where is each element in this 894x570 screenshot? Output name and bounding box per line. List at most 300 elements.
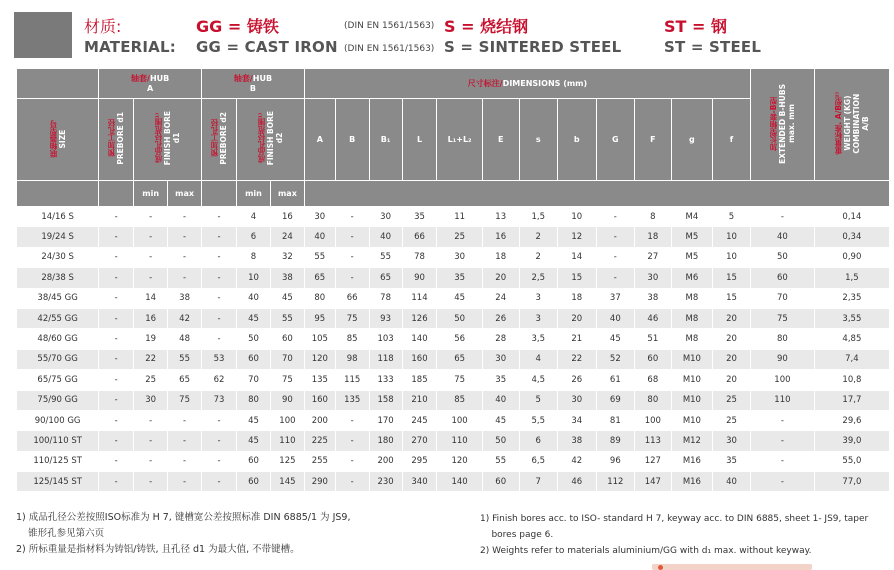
table-cell: 30 <box>369 207 402 227</box>
footnote-cn-1b: 锥形孔参见第六页 <box>16 528 105 539</box>
table-cell: 38 <box>634 288 671 308</box>
table-row <box>17 349 890 369</box>
table-cell: 8 <box>237 247 271 267</box>
table-cell: 10,8 <box>814 370 889 390</box>
unit-row-blank <box>202 181 237 207</box>
table-cell: 12 <box>557 227 596 247</box>
table-row <box>17 472 890 492</box>
table-cell: - <box>202 227 237 247</box>
table-cell: 80 <box>237 390 271 410</box>
table-cell: 225 <box>304 431 335 451</box>
table-cell: - <box>335 472 369 492</box>
table-cell: 180 <box>369 431 402 451</box>
table-cell: 30 <box>134 390 168 410</box>
table-cell: 69 <box>596 390 634 410</box>
table-cell: 118 <box>369 349 402 369</box>
footnote-cn-1: 1) 成品孔径公差按照ISO标准为 H 7, 键槽宽公差按照标准 DIN 6885/1 为 JS9, <box>16 512 351 523</box>
table-cell: 85 <box>437 390 482 410</box>
table-cell: M10 <box>671 410 712 430</box>
table-cell: 45 <box>596 329 634 349</box>
table-cell: - <box>202 431 237 451</box>
table-cell: 90 <box>751 349 815 369</box>
table-cell: 160 <box>402 349 437 369</box>
size-cell: 38/45 GG <box>17 288 99 308</box>
table-cell: 5 <box>519 390 557 410</box>
table-cell: 25 <box>712 390 750 410</box>
size-cell: 28/38 S <box>17 268 99 288</box>
table-cell: 100 <box>751 370 815 390</box>
table-cell: 80 <box>634 390 671 410</box>
footnote-cn-2: 2) 所标重量是指材料为铸铝/铸铁, 且孔径 d1 为最大值, 不带键槽。 <box>16 544 300 555</box>
table-cell: 340 <box>402 472 437 492</box>
table-cell: - <box>751 207 815 227</box>
table-cell: - <box>596 227 634 247</box>
table-cell: 14 <box>557 247 596 267</box>
size-cell: 110/125 ST <box>17 451 99 471</box>
table-cell: - <box>168 247 202 267</box>
table-cell: 40 <box>712 472 750 492</box>
table-cell: 120 <box>304 349 335 369</box>
table-cell: 89 <box>596 431 634 451</box>
table-cell: 245 <box>402 410 437 430</box>
table-cell: 10 <box>557 207 596 227</box>
table-cell: 80 <box>304 288 335 308</box>
table-cell: 18 <box>557 288 596 308</box>
table-cell: 1,5 <box>814 268 889 288</box>
table-cell: 200 <box>304 410 335 430</box>
table-row <box>17 451 890 471</box>
table-cell: 11 <box>437 207 482 227</box>
table-cell: - <box>168 472 202 492</box>
table-cell: 160 <box>304 390 335 410</box>
dimensions-header: 尺寸标注/DIMENSIONS (mm) <box>304 69 750 99</box>
table-cell: 37 <box>596 288 634 308</box>
table-cell: 24 <box>482 288 519 308</box>
table-cell: 200 <box>369 451 402 471</box>
table-cell: 19 <box>134 329 168 349</box>
table-cell: - <box>134 268 168 288</box>
table-cell: M10 <box>671 390 712 410</box>
table-cell: 60 <box>634 349 671 369</box>
table-cell: 18 <box>482 247 519 267</box>
table-cell: 45 <box>237 308 271 328</box>
table-cell: 25 <box>437 227 482 247</box>
table-cell: 22 <box>134 349 168 369</box>
table-cell: 60 <box>237 472 271 492</box>
table-cell: 42 <box>557 451 596 471</box>
table-cell: 17,7 <box>814 390 889 410</box>
dim-col-header: B₁ <box>369 99 402 181</box>
table-cell: - <box>134 451 168 471</box>
table-cell: M4 <box>671 207 712 227</box>
table-cell: 135 <box>304 370 335 390</box>
table-cell: 4,85 <box>814 329 889 349</box>
table-cell: 30 <box>634 268 671 288</box>
dim-col-header: g <box>671 99 712 181</box>
table-cell: 145 <box>270 472 304 492</box>
table-cell: 158 <box>369 390 402 410</box>
table-row <box>17 431 890 451</box>
table-cell: 24 <box>270 227 304 247</box>
hub-a-header: 轴套/HUB A <box>99 69 202 99</box>
table-cell: 210 <box>402 390 437 410</box>
table-cell: 16 <box>270 207 304 227</box>
table-cell: 1,5 <box>519 207 557 227</box>
table-cell: 55 <box>304 247 335 267</box>
hub-b-header: 轴套/HUB B <box>202 69 305 99</box>
table-cell: 46 <box>557 472 596 492</box>
table-cell: 22 <box>557 349 596 369</box>
table-cell: - <box>202 207 237 227</box>
table-cell: 65 <box>304 268 335 288</box>
prebore-d1-header: 预加工孔径 PREBORE d1 <box>99 99 134 181</box>
spec-table-body <box>17 207 890 492</box>
table-cell: 295 <box>402 451 437 471</box>
table-cell: - <box>168 410 202 430</box>
table-cell: M10 <box>671 370 712 390</box>
coupling-spec-table <box>16 68 890 492</box>
dim-col-header: B <box>335 99 369 181</box>
table-cell: - <box>335 207 369 227</box>
table-cell: 7 <box>519 472 557 492</box>
table-cell: - <box>202 329 237 349</box>
table-cell: M5 <box>671 247 712 267</box>
dim-col-header: L <box>402 99 437 181</box>
table-cell: 38 <box>270 268 304 288</box>
dim-col-header: G <box>596 99 634 181</box>
table-cell: 60 <box>270 329 304 349</box>
table-cell: 3 <box>519 288 557 308</box>
table-cell: 2,5 <box>519 268 557 288</box>
table-cell: 98 <box>335 349 369 369</box>
table-cell: 65 <box>437 349 482 369</box>
size-cell: 19/24 S <box>17 227 99 247</box>
table-cell: 100 <box>437 410 482 430</box>
table-cell: 90 <box>270 390 304 410</box>
table-cell: 30 <box>482 349 519 369</box>
table-cell: M6 <box>671 268 712 288</box>
table-cell: 100 <box>634 410 671 430</box>
table-cell: 85 <box>335 329 369 349</box>
table-cell: 75 <box>270 370 304 390</box>
size-cell: 75/90 GG <box>17 390 99 410</box>
table-cell: - <box>335 268 369 288</box>
din-standard-1: (DIN EN 1561/1563) <box>344 21 435 31</box>
table-cell: 103 <box>369 329 402 349</box>
table-cell: 70 <box>270 349 304 369</box>
table-cell: M8 <box>671 308 712 328</box>
table-cell: 46 <box>634 308 671 328</box>
table-cell: 65 <box>168 370 202 390</box>
table-cell: 140 <box>437 472 482 492</box>
table-cell: 185 <box>402 370 437 390</box>
table-row <box>17 370 890 390</box>
table-cell: - <box>168 268 202 288</box>
table-cell: 230 <box>369 472 402 492</box>
size-cell: 48/60 GG <box>17 329 99 349</box>
table-cell: - <box>335 431 369 451</box>
table-cell: - <box>168 451 202 471</box>
size-cell: 24/30 S <box>17 247 99 267</box>
table-cell: 60 <box>482 472 519 492</box>
table-cell: 25 <box>712 410 750 430</box>
table-cell: 75 <box>168 390 202 410</box>
table-row <box>17 268 890 288</box>
table-cell: 55 <box>270 308 304 328</box>
table-cell: - <box>202 451 237 471</box>
table-cell: 35 <box>712 451 750 471</box>
table-cell: - <box>99 329 134 349</box>
size-header-top <box>17 69 99 99</box>
table-cell: - <box>134 431 168 451</box>
table-cell: 60 <box>237 451 271 471</box>
table-cell: 40 <box>304 227 335 247</box>
table-cell: 50 <box>482 431 519 451</box>
table-cell: 53 <box>202 349 237 369</box>
table-cell: 110 <box>751 390 815 410</box>
table-cell: 15 <box>712 288 750 308</box>
max-label: max <box>168 181 202 207</box>
table-cell: 25 <box>134 370 168 390</box>
table-cell: 20 <box>482 268 519 288</box>
table-cell: 135 <box>335 390 369 410</box>
table-cell: 75 <box>335 308 369 328</box>
table-cell: 0,90 <box>814 247 889 267</box>
table-cell: - <box>99 390 134 410</box>
footnotes-en <box>480 511 868 559</box>
table-cell: 96 <box>596 451 634 471</box>
table-cell: - <box>335 227 369 247</box>
size-cell: 42/55 GG <box>17 308 99 328</box>
table-cell: 16 <box>134 308 168 328</box>
table-cell: 35 <box>402 207 437 227</box>
table-cell: 27 <box>634 247 671 267</box>
table-cell: 16 <box>482 227 519 247</box>
table-cell: 14 <box>134 288 168 308</box>
dim-col-header: F <box>634 99 671 181</box>
table-cell: 93 <box>369 308 402 328</box>
dim-col-header: L₁+L₂ <box>437 99 482 181</box>
unit-row-blank <box>17 181 99 207</box>
table-row <box>17 410 890 430</box>
table-cell: 170 <box>369 410 402 430</box>
table-cell: - <box>134 410 168 430</box>
table-cell: - <box>99 370 134 390</box>
table-cell: - <box>335 451 369 471</box>
table-cell: 39,0 <box>814 431 889 451</box>
table-cell: 6,5 <box>519 451 557 471</box>
table-cell: 40 <box>751 227 815 247</box>
table-cell: 2 <box>519 247 557 267</box>
material-gg-en: GG = CAST IRON <box>196 38 338 56</box>
table-cell: 110 <box>270 431 304 451</box>
table-row <box>17 288 890 308</box>
table-cell: 10 <box>712 247 750 267</box>
table-cell: 7,4 <box>814 349 889 369</box>
table-cell: 3,5 <box>519 329 557 349</box>
extended-hubs-header: 加长型轴套-B型 EXTENDED B-HUBS max. mm <box>751 69 815 181</box>
table-cell: 28 <box>482 329 519 349</box>
table-cell: 45 <box>482 410 519 430</box>
table-cell: 2 <box>519 227 557 247</box>
table-cell: 55 <box>482 451 519 471</box>
table-cell: - <box>168 207 202 227</box>
table-cell: 90 <box>402 268 437 288</box>
table-cell: 66 <box>335 288 369 308</box>
table-cell: 147 <box>634 472 671 492</box>
table-cell: - <box>202 288 237 308</box>
table-cell: 51 <box>634 329 671 349</box>
table-cell: - <box>168 227 202 247</box>
table-cell: - <box>751 451 815 471</box>
table-cell: 255 <box>304 451 335 471</box>
table-cell: 0,14 <box>814 207 889 227</box>
material-gg-cn: GG = 铸铁 <box>196 17 279 36</box>
table-cell: - <box>202 247 237 267</box>
table-cell: - <box>99 207 134 227</box>
table-cell: - <box>202 308 237 328</box>
table-cell: 38 <box>168 288 202 308</box>
table-cell: 105 <box>304 329 335 349</box>
table-cell: - <box>99 349 134 369</box>
max-label: max <box>270 181 304 207</box>
table-cell: - <box>202 410 237 430</box>
table-cell: 50 <box>437 308 482 328</box>
table-cell: 60 <box>751 268 815 288</box>
table-cell: 55,0 <box>814 451 889 471</box>
table-cell: 45 <box>270 288 304 308</box>
material-label-en: MATERIAL: <box>84 38 176 56</box>
table-cell: 34 <box>557 410 596 430</box>
material-color-swatch <box>14 12 72 58</box>
table-row <box>17 329 890 349</box>
table-cell: 125 <box>270 451 304 471</box>
table-cell: 4 <box>237 207 271 227</box>
table-row <box>17 390 890 410</box>
table-cell: M12 <box>671 431 712 451</box>
table-cell: 115 <box>335 370 369 390</box>
table-cell: 80 <box>751 329 815 349</box>
table-row <box>17 207 890 227</box>
size-cell: 65/75 GG <box>17 370 99 390</box>
table-cell: - <box>99 227 134 247</box>
table-cell: 15 <box>557 268 596 288</box>
table-cell: 40 <box>369 227 402 247</box>
table-cell: 32 <box>270 247 304 267</box>
table-cell: - <box>99 410 134 430</box>
table-cell: 60 <box>237 349 271 369</box>
table-cell: 114 <box>402 288 437 308</box>
prebore-d2-header: 预加工孔径 PREBORE d2 <box>202 99 237 181</box>
table-cell: 78 <box>402 247 437 267</box>
table-cell: - <box>99 308 134 328</box>
table-cell: - <box>202 472 237 492</box>
table-cell: 30 <box>557 390 596 410</box>
table-cell: 2,35 <box>814 288 889 308</box>
table-cell: 65 <box>369 268 402 288</box>
table-cell: 270 <box>402 431 437 451</box>
table-cell: 48 <box>168 329 202 349</box>
table-cell: 66 <box>402 227 437 247</box>
table-cell: 62 <box>202 370 237 390</box>
table-cell: 68 <box>634 370 671 390</box>
table-cell: - <box>134 247 168 267</box>
size-header: 联轴器型号 SIZE <box>17 99 99 181</box>
table-cell: 56 <box>437 329 482 349</box>
table-cell: 50 <box>237 329 271 349</box>
table-cell: - <box>99 288 134 308</box>
table-cell: 30 <box>712 431 750 451</box>
table-cell: - <box>596 268 634 288</box>
table-cell: - <box>99 472 134 492</box>
table-cell: 20 <box>712 370 750 390</box>
table-cell: 10 <box>237 268 271 288</box>
table-cell: 26 <box>482 308 519 328</box>
table-cell: 290 <box>304 472 335 492</box>
table-cell: - <box>596 207 634 227</box>
table-cell: 18 <box>634 227 671 247</box>
table-cell: 26 <box>557 370 596 390</box>
table-cell: 35 <box>482 370 519 390</box>
table-cell: 20 <box>712 349 750 369</box>
table-cell: 6 <box>519 431 557 451</box>
table-cell: - <box>335 410 369 430</box>
dim-col-header: E <box>482 99 519 181</box>
table-cell: 15 <box>712 268 750 288</box>
table-cell: 42 <box>168 308 202 328</box>
material-label-cn: 材质: <box>84 17 122 36</box>
table-cell: 110 <box>437 431 482 451</box>
table-cell: 20 <box>712 329 750 349</box>
dim-col-header: A <box>304 99 335 181</box>
table-cell: M8 <box>671 329 712 349</box>
table-cell: 40 <box>237 288 271 308</box>
table-cell: 81 <box>596 410 634 430</box>
table-cell: 21 <box>557 329 596 349</box>
table-row <box>17 308 890 328</box>
table-cell: 4,5 <box>519 370 557 390</box>
brand-logo-strip <box>652 564 812 570</box>
table-cell: 133 <box>369 370 402 390</box>
table-cell: 70 <box>237 370 271 390</box>
table-cell: M10 <box>671 349 712 369</box>
material-s-en: S = SINTERED STEEL <box>444 38 622 56</box>
footnote-en-2: 2) Weights refer to materials aluminium/GG with d₁ max. without keyway. <box>480 546 812 556</box>
size-cell: 100/110 ST <box>17 431 99 451</box>
table-cell: 0,34 <box>814 227 889 247</box>
table-cell: - <box>168 431 202 451</box>
min-label: min <box>134 181 168 207</box>
table-cell: 126 <box>402 308 437 328</box>
table-cell: M16 <box>671 451 712 471</box>
table-cell: - <box>202 268 237 288</box>
table-cell: 61 <box>596 370 634 390</box>
table-cell: 5 <box>712 207 750 227</box>
table-cell: 3 <box>519 308 557 328</box>
dim-col-header: b <box>557 99 596 181</box>
size-cell: 14/16 S <box>17 207 99 227</box>
table-cell: - <box>134 227 168 247</box>
table-cell: M16 <box>671 472 712 492</box>
table-cell: 78 <box>369 288 402 308</box>
finish-bore-d2-header: 成品孔径范围¹⁾ FINISH BORE d2 <box>237 99 305 181</box>
size-cell: 55/70 GG <box>17 349 99 369</box>
table-cell: 52 <box>596 349 634 369</box>
weight-header: 重量标准. A/B型²⁾ WEIGHT (KG) COMBINATION A/B <box>814 69 889 181</box>
table-cell: 6 <box>237 227 271 247</box>
material-st-en: ST = STEEL <box>664 38 762 56</box>
table-cell: - <box>596 247 634 267</box>
